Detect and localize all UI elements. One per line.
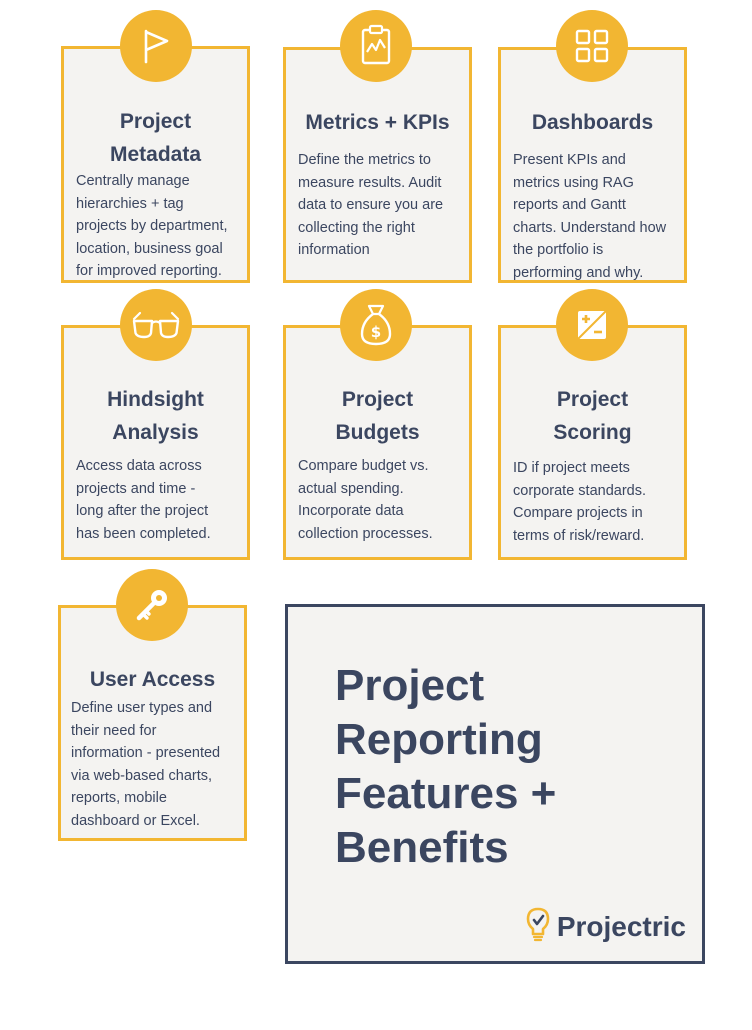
card-title: Project Scoring — [553, 388, 632, 444]
grid-icon — [556, 10, 628, 82]
card-body: Access data across projects and time - long after the project has been completed. — [76, 458, 211, 542]
svg-text:$: $ — [370, 323, 382, 341]
card-dashboards — [498, 47, 687, 283]
card-title: Dashboards — [531, 111, 654, 134]
card-title: Metrics + KPIs — [305, 111, 450, 134]
brand-name: Projectric — [556, 910, 686, 942]
glasses-icon — [120, 289, 192, 361]
card-body: Present KPIs and metrics using RAG reports and Gantt charts. Understand how the portfolio is performing and why. — [513, 152, 667, 281]
card-metrics-kpis — [283, 47, 472, 283]
brand-logo — [525, 906, 686, 947]
card-title: Hindsight Analysis — [107, 388, 204, 444]
card-body: Compare budget vs. actual spending. Incorporate data collection processes. — [298, 458, 433, 542]
card-title: User Access — [89, 668, 216, 691]
feature-title: Project Reporting Features + Benefits — [335, 661, 557, 872]
card-title: Project Budgets — [335, 388, 420, 444]
card-body: Centrally manage hierarchies + tag projects by department, location, business goal for improved reporting. — [76, 173, 228, 279]
money-bag-icon — [340, 289, 412, 361]
plus-minus-icon — [556, 289, 628, 361]
clipboard-chart-icon — [340, 10, 412, 82]
card-body: ID if project meets corporate standards. Compare projects in terms of risk/reward. — [513, 460, 646, 544]
card-body: Define the metrics to measure results. Audit data to ensure you are collecting the right information — [298, 152, 444, 258]
key-icon — [116, 569, 188, 641]
lightbulb-check-icon — [525, 906, 551, 947]
flag-icon — [120, 10, 192, 82]
card-title: Project Metadata — [109, 110, 202, 166]
card-body: Define user types and their need for information - presented via web-based charts, reports, mobile dashboard or Excel. — [71, 700, 221, 829]
feature-panel — [285, 604, 705, 964]
